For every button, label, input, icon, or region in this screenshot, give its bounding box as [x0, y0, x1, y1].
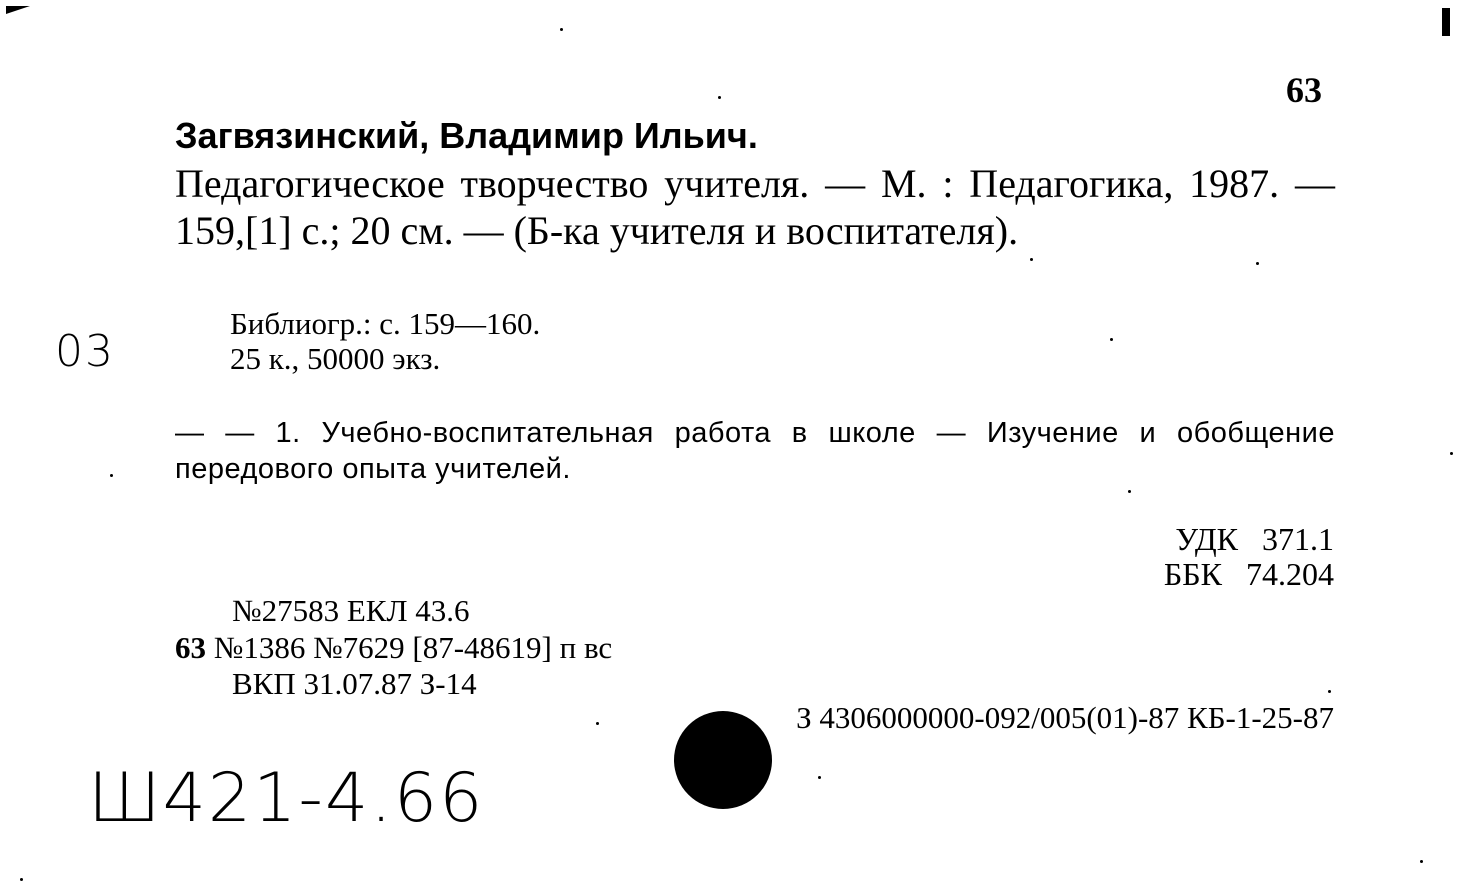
entry-number: №27583 ЕКЛ 43.6 [232, 593, 470, 628]
speck [718, 96, 721, 99]
speck [818, 776, 821, 779]
register-line [175, 632, 612, 663]
udk-row [1175, 523, 1334, 555]
udk-label: УДК [1175, 521, 1238, 557]
speck [560, 28, 563, 31]
speck [1128, 490, 1131, 493]
udk-value: 371.1 [1262, 521, 1334, 557]
subject-heading: — — 1. Учебно-воспитательная работа в школе — Изучение и обобщение передового опыта учителей. [175, 417, 1335, 485]
speck [1110, 338, 1113, 341]
speck [596, 722, 599, 725]
handwritten-mark-03: 03 [55, 326, 115, 377]
handwritten-shelf-mark: Ш421-4.66 [88, 759, 485, 838]
speck [1450, 452, 1453, 455]
bbk-label: ББК [1163, 556, 1222, 592]
page-number: 63 [1286, 70, 1322, 110]
speck [20, 878, 23, 881]
speck [1256, 262, 1259, 265]
register-line-text: №1386 №7629 [87-48619] п вс [213, 630, 613, 665]
corner-mark-right [1442, 8, 1450, 36]
register-line-label: 63 [175, 630, 206, 665]
speck [1030, 258, 1033, 261]
bbk-value: 74.204 [1246, 556, 1334, 592]
author-heading: Загвязинский, Владимир Ильич. [175, 115, 758, 156]
speck [1420, 860, 1423, 863]
speck [1328, 690, 1331, 693]
vkp-line: ВКП 31.07.87 З-14 [232, 666, 477, 701]
punch-hole [674, 711, 772, 809]
bibliography-note: Библиогр.: с. 159—160. [230, 306, 541, 341]
classification-code: З 4306000000-092/005(01)-87 КБ-1-25-87 [796, 700, 1334, 735]
bbk-row [1164, 558, 1334, 590]
corner-mark-left [6, 6, 30, 14]
price-and-run: 25 к., 50000 экз. [230, 341, 441, 376]
title-block: Педагогическое творчество учителя. — М. : Педагогика, 1987. — 159,[1] с.; 20 см. — (Б-ка учителя и воспитателя). [175, 161, 1335, 253]
speck [110, 474, 113, 477]
